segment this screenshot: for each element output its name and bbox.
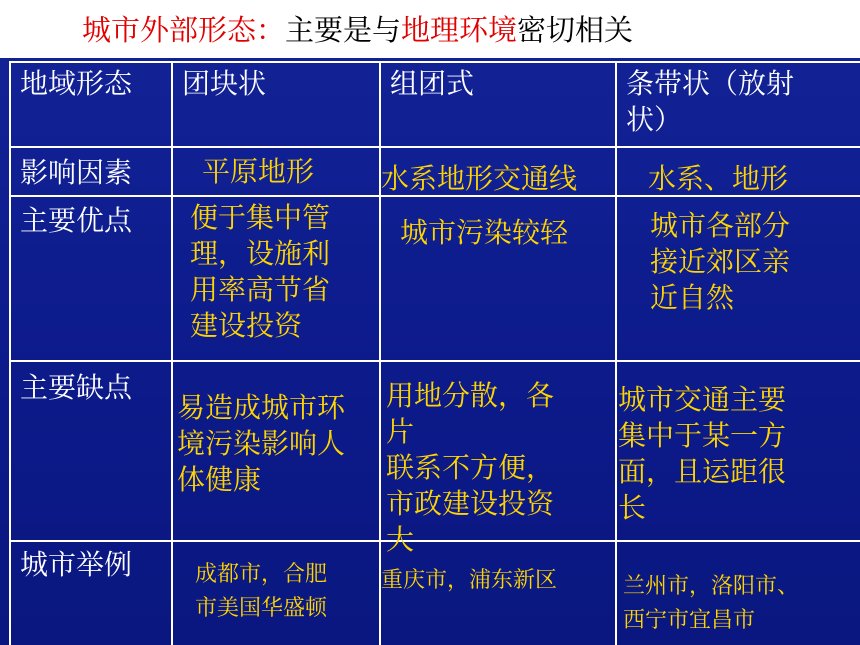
cell-line: 大 — [386, 523, 415, 556]
row-label-disadvantages: 主要缺点 — [20, 371, 133, 404]
advantage-group: 城市污染较轻 — [400, 216, 569, 249]
disadvantage-group — [386, 378, 554, 558]
header-region-form: 地域形态 — [20, 67, 133, 100]
grid-line — [9, 360, 860, 362]
grid-line — [171, 61, 173, 645]
cell-line: 近自然 — [650, 281, 735, 314]
advantage-clustered — [190, 200, 330, 344]
title-text-2: 密切相关 — [517, 13, 634, 47]
example-strip — [623, 570, 799, 638]
grid-line — [9, 61, 11, 645]
cell-line: 兰州市，洛阳市、 — [623, 574, 800, 599]
disadvantage-clustered — [177, 390, 345, 498]
factor-strip: 水系、地形 — [648, 162, 789, 195]
advantage-strip — [650, 208, 790, 316]
cell-line: 用地分散，各 — [386, 379, 555, 412]
slide-body — [0, 58, 860, 645]
cell-line: 境污染影响人 — [177, 427, 346, 460]
header-strip — [626, 66, 794, 138]
example-group: 重庆市，浦东新区 — [381, 568, 558, 593]
factor-clustered: 平原地形 — [202, 155, 315, 188]
title-text-1: 主要是与 — [285, 13, 402, 47]
disadvantage-strip — [618, 382, 786, 526]
cell-line: 接近郊区亲 — [650, 245, 791, 278]
header-clustered: 团块状 — [182, 67, 267, 100]
cell-line: 市政建设投资 — [386, 487, 555, 520]
cell-line: 城市各部分 — [650, 209, 791, 242]
cell-line: 建设投资 — [190, 309, 303, 342]
cell-line: 联系不方便， — [386, 451, 555, 484]
grid-line — [379, 61, 381, 645]
cell-line: 成都市，合肥 — [195, 562, 328, 587]
cell-line: 面，且运距很 — [618, 455, 787, 488]
cell-line: 体健康 — [177, 463, 262, 496]
factor-group: 水系地形交通线 — [381, 162, 578, 195]
cell-line: 片 — [386, 415, 415, 448]
cell-line: 长 — [618, 491, 647, 524]
example-clustered — [195, 558, 327, 626]
row-label-factors: 影响因素 — [20, 156, 133, 189]
header-strip-line: 状） — [626, 103, 683, 136]
header-strip-line: 条带状（放射 — [626, 67, 795, 100]
cell-line: 用率高节省 — [190, 273, 331, 306]
cell-line: 易造成城市环 — [177, 391, 346, 424]
row-label-examples: 城市举例 — [20, 548, 133, 581]
title-topic: 城市外部形态： — [82, 13, 286, 47]
grid-line — [615, 61, 617, 645]
grid-line — [9, 146, 860, 148]
cell-line: 理，设施利 — [190, 237, 331, 270]
row-label-advantages: 主要优点 — [20, 204, 133, 237]
cell-line: 城市交通主要 — [618, 383, 787, 416]
cell-line: 市美国华盛顿 — [195, 596, 328, 621]
grid-line — [9, 61, 860, 63]
slide-title — [82, 12, 633, 48]
cell-line: 便于集中管 — [190, 201, 331, 234]
cell-line: 西宁市宜昌市 — [623, 608, 756, 633]
cell-line: 集中于某一方 — [618, 419, 787, 452]
title-bar — [0, 0, 860, 58]
title-highlight: 地理环境 — [401, 13, 518, 47]
header-group: 组团式 — [390, 67, 475, 100]
